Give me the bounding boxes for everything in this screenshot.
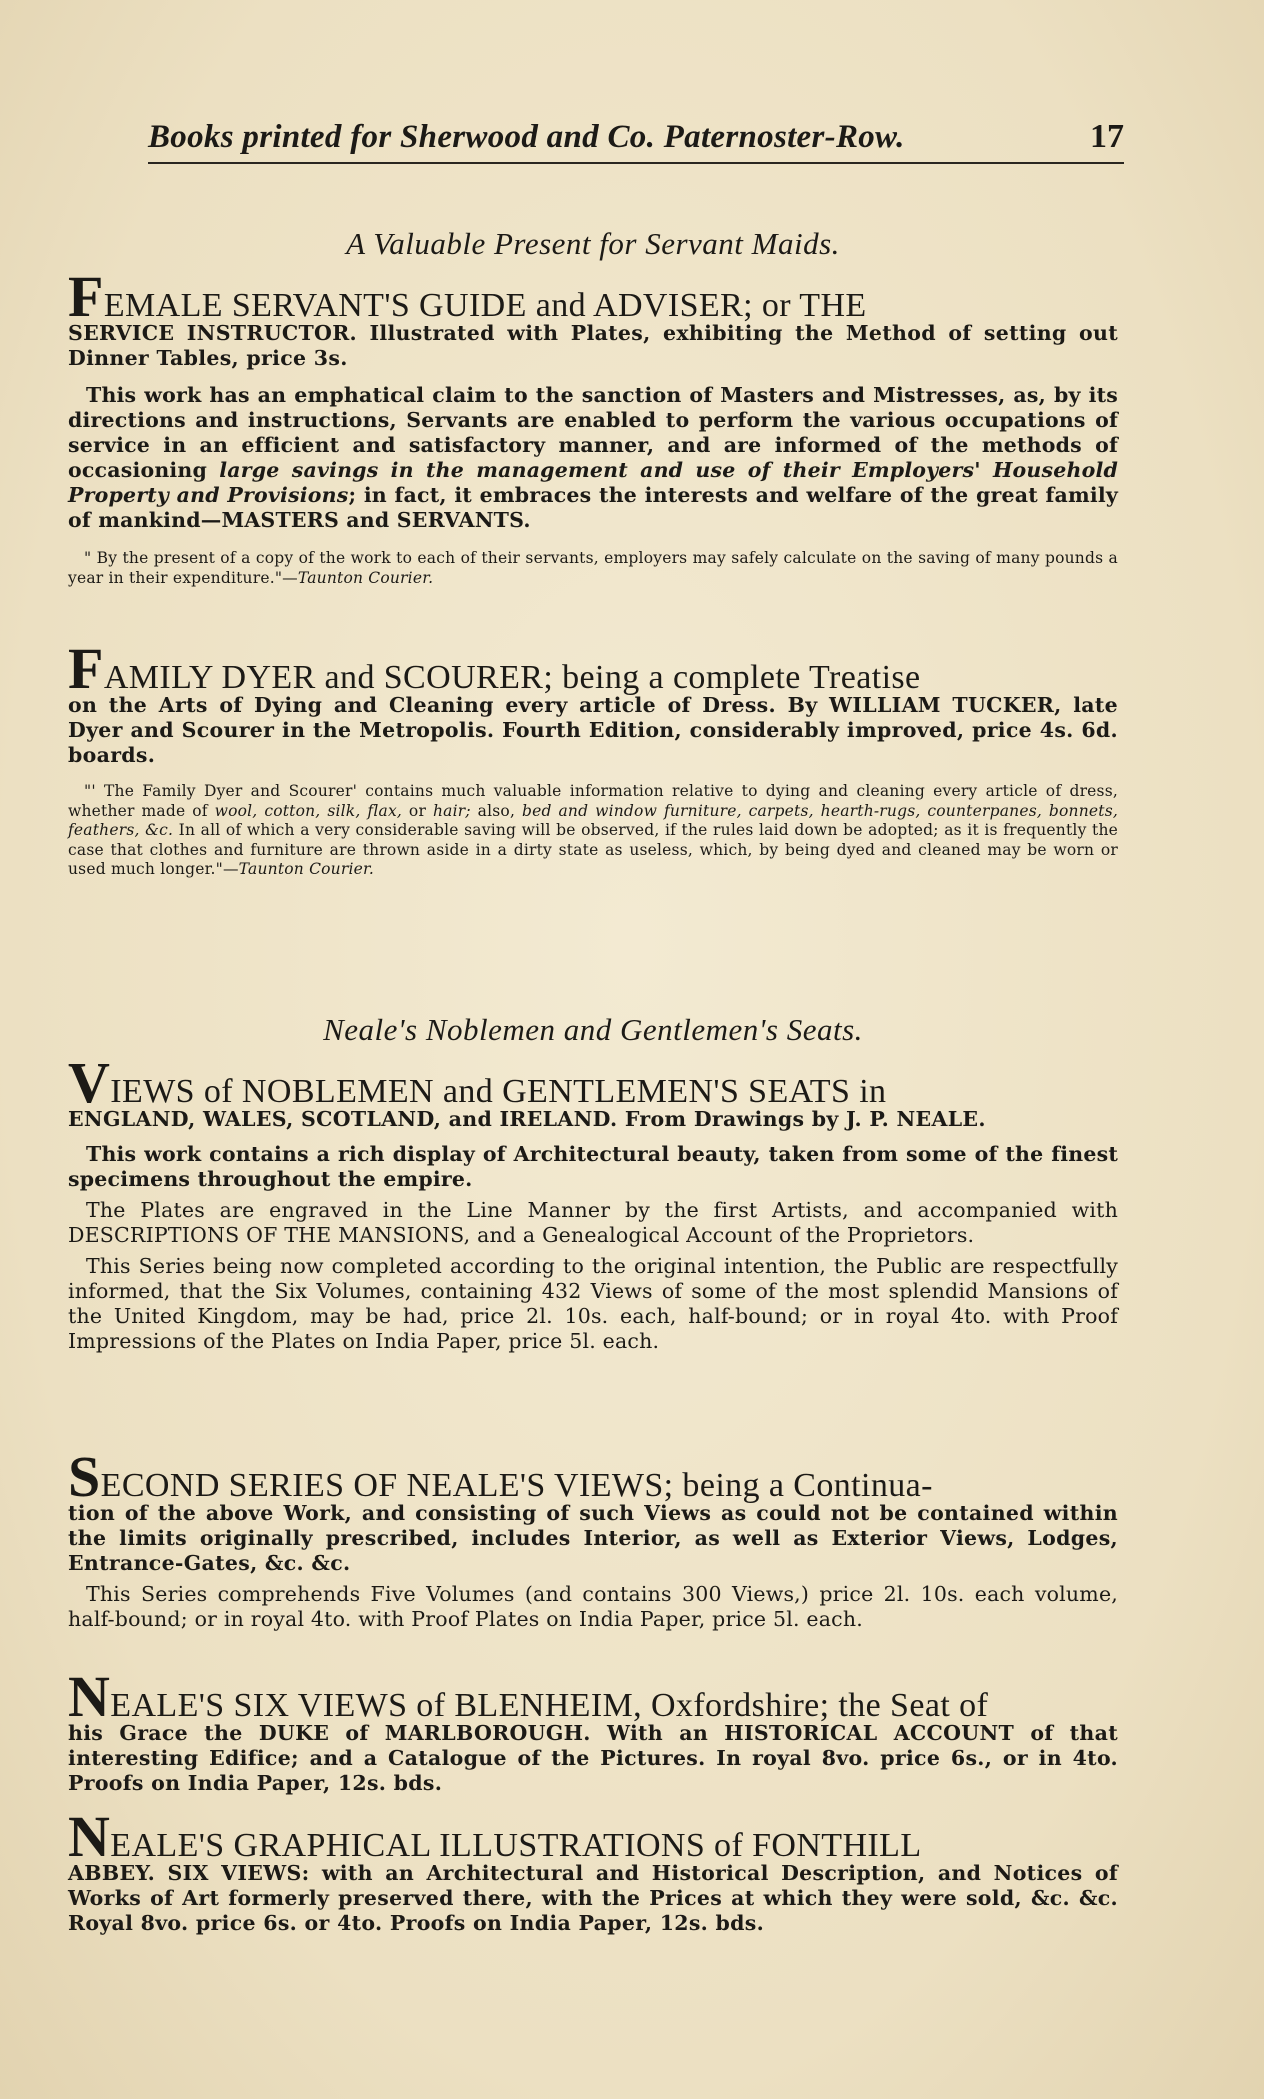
quote-italic: bed and window furniture, carpets, hearth-rugs, counterpanes, bonnets, feathers, &c. xyxy=(68,801,1118,839)
entry-body: his Grace the DUKE of MARLBOROUGH. With an HISTORICAL ACCOUNT of that interesting Edifice; and a Catalogue of the Pictures. In royal 8vo. price 6s., or in 4to. Proofs on India Paper, 12s. bds. xyxy=(68,1721,1118,1795)
drop-capital: S xyxy=(68,1444,101,1509)
entry-title-text: EMALE SERVANT'S GUIDE and ADVISER; or THE xyxy=(103,287,867,324)
entry-family-dyer xyxy=(68,636,1119,880)
entry-title xyxy=(68,264,1118,329)
quote-source: Taunton Courier. xyxy=(297,568,434,587)
entry-body: on the Arts of Dying and Cleaning every article of Dress. By WILLIAM TUCKER, late Dyer and Scourer in the Metropolis. Fourth Edition, considerably improved, price 4s. 6d. boards. xyxy=(68,693,1118,767)
section-heading-servant-maids: A Valuable Present for Servant Maids. xyxy=(346,226,840,261)
drop-capital: F xyxy=(68,636,104,701)
description-italic: large savings in the management and use of their Employers' Household Property and Provisions xyxy=(68,458,1118,507)
quote-italic: wool, cotton, silk, flax, xyxy=(214,801,403,820)
entry-title xyxy=(68,636,1118,701)
quote-text: also, xyxy=(470,801,522,820)
paragraph: This Series comprehends Five Volumes (and contains 300 Views,) price 2l. 10s. each volume, half-bound; or in royal 4to. with Proof Plates on India Paper, price 5l. each. xyxy=(68,1582,1118,1631)
entry-second-series xyxy=(68,1444,1118,1632)
quote-text: or xyxy=(402,801,433,820)
entry-body: ABBEY. SIX VIEWS: with an Architectural and Historical Description, and Notices of Works of Art formerly preserved there, with the Prices at which they were sold, &c. &c. Royal 8vo. price 6s. or 4to. Proofs on India Paper, 12s. bds. xyxy=(68,1861,1118,1935)
section-heading-neale-seats: Neale's Noblemen and Gentlemen's Seats. xyxy=(323,1012,863,1047)
quote-italic: hair; xyxy=(432,801,471,820)
quote-text: "' The Family Dyer and Scourer' contains much valuable information relative to dying and cleaning every article of dress, whether made of xyxy=(68,782,1118,820)
entry-female-servant-guide xyxy=(68,264,1118,588)
entry-title-text: IEWS of NOBLEMEN and GENTLEMEN'S SEATS in xyxy=(110,1073,887,1110)
running-title: Books printed for Sherwood and Co. Paternoster-Row. xyxy=(148,119,905,155)
drop-capital: N xyxy=(68,1664,111,1729)
entry-views-noblemen xyxy=(68,1050,1118,1354)
paragraph: This Series being now completed according to the original intention, the Public are respectfully informed, that the Six Volumes, containing 432 Views of some of the most splendid Mansions of the United Kingdom, may be had, price 2l. 10s. each, half-bound; or in royal 4to. with Proof Impressions of the Plates on India Paper, price 5l. each. xyxy=(68,1254,1118,1353)
entry-title xyxy=(68,1050,1118,1115)
entry-title xyxy=(68,1664,1118,1729)
review-quote xyxy=(68,549,1118,588)
entry-fonthill xyxy=(68,1804,1118,1936)
entry-title xyxy=(68,1804,1118,1869)
quote-text: In all of which a very considerable saving will be observed, if the rules laid down be adopted; as it is frequently the case that clothes and furniture are thrown aside in a dirty state as useless, which, by being dyed and cleaned may be worn or used much longer."— xyxy=(68,821,1119,878)
drop-capital: V xyxy=(68,1050,111,1115)
description-text: This work has an emphatical claim to the sanction of Masters and Mistresses, as, by its directions and instructions, Servants are enabled to perform the various occupations of service in an efficient and satisfactory manner, and are informed of the methods of occasioning xyxy=(68,383,1118,482)
description-text-end: ; in fact, it embraces the interests and welfare of the great family of mankind—MASTERS and SERVANTS. xyxy=(68,483,1118,532)
entry-description xyxy=(68,383,1118,533)
entry-body: ENGLAND, WALES, SCOTLAND, and IRELAND. From Drawings by J. P. NEALE. xyxy=(68,1107,986,1131)
drop-capital: F xyxy=(68,264,104,329)
entry-body: tion of the above Work, and consisting of such Views as could not be contained within the limits originally prescribed, includes Interior, as well as Exterior Views, Lodges, Entrance-Gates, &c. &c. xyxy=(68,1501,1118,1575)
entry-title-text: EALE'S GRAPHICAL ILLUSTRATIONS of FONTHILL xyxy=(110,1827,922,1864)
entry-title-text: EALE'S SIX VIEWS of BLENHEIM, Oxfordshire; the Seat of xyxy=(110,1687,989,1724)
entry-title xyxy=(68,1444,1118,1509)
entry-title-text: ECOND SERIES OF NEALE'S VIEWS; being a Continua- xyxy=(100,1467,933,1504)
paragraph: This work contains a rich display of Architectural beauty, taken from some of the finest specimens throughout the empire. xyxy=(68,1142,1118,1191)
entry-blenheim xyxy=(68,1664,1118,1796)
quote-source: Taunton Courier. xyxy=(238,860,375,878)
page-header xyxy=(148,118,1124,164)
review-quote xyxy=(68,782,1118,880)
page-number: 17 xyxy=(1090,118,1124,155)
drop-capital: N xyxy=(68,1804,111,1869)
entry-body: SERVICE INSTRUCTOR. Illustrated with Plates, exhibiting the Method of setting out Dinner Tables, price 3s. xyxy=(68,321,1118,370)
entry-title-text: AMILY DYER and SCOURER; being a complete Treatise xyxy=(103,659,921,696)
paragraph: The Plates are engraved in the Line Manner by the first Artists, and accompanied with DESCRIPTIONS OF THE MANSIONS, and a Genealogical Account of the Proprietors. xyxy=(68,1198,1118,1247)
quote-text: " By the present of a copy of the work to each of their servants, employers may safely calculate on the saving of many pounds a year in their expenditure."— xyxy=(68,549,1118,587)
